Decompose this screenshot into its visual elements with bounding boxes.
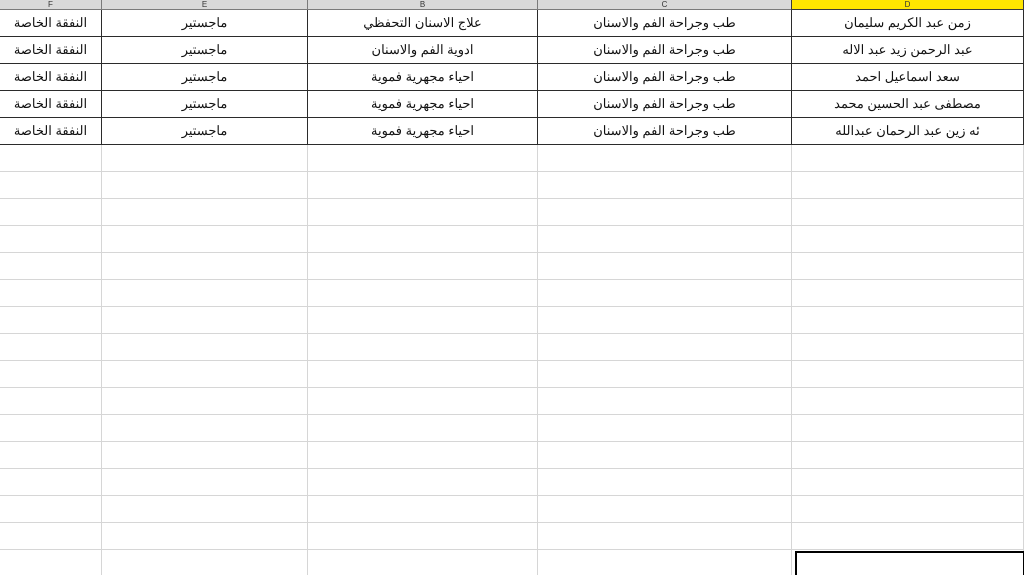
- empty-cell[interactable]: [308, 388, 538, 415]
- empty-cell[interactable]: [0, 361, 102, 388]
- empty-cell[interactable]: [538, 280, 792, 307]
- cell-degree[interactable]: ماجستير: [102, 37, 308, 64]
- empty-cell[interactable]: [792, 361, 1024, 388]
- empty-cell[interactable]: [102, 172, 308, 199]
- empty-row[interactable]: [0, 496, 1024, 523]
- empty-cell[interactable]: [102, 199, 308, 226]
- empty-row[interactable]: [0, 172, 1024, 199]
- empty-cell[interactable]: [538, 469, 792, 496]
- empty-cell[interactable]: [792, 172, 1024, 199]
- empty-cell[interactable]: [0, 307, 102, 334]
- empty-cell[interactable]: [0, 226, 102, 253]
- empty-row[interactable]: [0, 226, 1024, 253]
- column-header-c[interactable]: C: [538, 0, 792, 10]
- cell-specialty[interactable]: طب وجراحة الفم والاسنان: [538, 118, 792, 145]
- empty-cell[interactable]: [102, 442, 308, 469]
- column-header-d[interactable]: D: [792, 0, 1024, 10]
- table-row[interactable]: [0, 91, 1024, 118]
- empty-cell[interactable]: [0, 388, 102, 415]
- empty-cell[interactable]: [0, 523, 102, 550]
- empty-cell[interactable]: [792, 280, 1024, 307]
- empty-cell[interactable]: [792, 469, 1024, 496]
- empty-cell[interactable]: [792, 415, 1024, 442]
- table-row[interactable]: [0, 10, 1024, 37]
- empty-cell[interactable]: [102, 307, 308, 334]
- empty-cell[interactable]: [102, 280, 308, 307]
- empty-cell[interactable]: [538, 226, 792, 253]
- empty-cell[interactable]: [0, 469, 102, 496]
- empty-cell[interactable]: [308, 226, 538, 253]
- empty-cell[interactable]: [102, 361, 308, 388]
- table-row[interactable]: [0, 118, 1024, 145]
- cell-degree[interactable]: ماجستير: [102, 91, 308, 118]
- empty-cell[interactable]: [538, 523, 792, 550]
- empty-cell[interactable]: [102, 253, 308, 280]
- cell-specialty[interactable]: طب وجراحة الفم والاسنان: [538, 64, 792, 91]
- empty-row[interactable]: [0, 361, 1024, 388]
- column-header-f[interactable]: F: [0, 0, 102, 10]
- empty-cell[interactable]: [538, 361, 792, 388]
- empty-cell[interactable]: [538, 334, 792, 361]
- empty-cell[interactable]: [0, 172, 102, 199]
- empty-row[interactable]: [0, 199, 1024, 226]
- empty-cell[interactable]: [308, 415, 538, 442]
- empty-cell[interactable]: [308, 172, 538, 199]
- cell-sub-specialty[interactable]: احياء مجهرية فموية: [308, 118, 538, 145]
- empty-cell[interactable]: [792, 523, 1024, 550]
- cell-funding[interactable]: النفقة الخاصة: [0, 91, 102, 118]
- empty-cell[interactable]: [538, 415, 792, 442]
- cell-degree[interactable]: ماجستير: [102, 64, 308, 91]
- cell-sub-specialty[interactable]: ادوية الفم والاسنان: [308, 37, 538, 64]
- empty-row[interactable]: [0, 550, 1024, 575]
- cell-name[interactable]: عبد الرحمن زيد عبد الاله: [792, 37, 1024, 64]
- empty-row[interactable]: [0, 307, 1024, 334]
- empty-cell[interactable]: [792, 145, 1024, 172]
- cell-degree[interactable]: ماجستير: [102, 10, 308, 37]
- cell-sub-specialty[interactable]: احياء مجهرية فموية: [308, 64, 538, 91]
- empty-cell[interactable]: [308, 469, 538, 496]
- column-header-e[interactable]: E: [102, 0, 308, 10]
- empty-cell[interactable]: [538, 253, 792, 280]
- empty-cell[interactable]: [0, 145, 102, 172]
- cell-name[interactable]: زمن عبد الكريم سليمان: [792, 10, 1024, 37]
- empty-row[interactable]: [0, 334, 1024, 361]
- empty-cell[interactable]: [308, 523, 538, 550]
- empty-cell[interactable]: [308, 145, 538, 172]
- empty-cell[interactable]: [308, 442, 538, 469]
- empty-cell[interactable]: [792, 550, 1024, 575]
- empty-row[interactable]: [0, 388, 1024, 415]
- cell-specialty[interactable]: طب وجراحة الفم والاسنان: [538, 91, 792, 118]
- column-header-row[interactable]: [0, 0, 1024, 10]
- empty-cell[interactable]: [538, 550, 792, 575]
- empty-cell[interactable]: [792, 334, 1024, 361]
- empty-cell[interactable]: [0, 253, 102, 280]
- empty-cell[interactable]: [792, 199, 1024, 226]
- empty-row[interactable]: [0, 145, 1024, 172]
- empty-cell[interactable]: [0, 280, 102, 307]
- empty-cell[interactable]: [102, 334, 308, 361]
- empty-cell[interactable]: [0, 334, 102, 361]
- empty-row[interactable]: [0, 280, 1024, 307]
- cell-specialty[interactable]: طب وجراحة الفم والاسنان: [538, 37, 792, 64]
- empty-row[interactable]: [0, 469, 1024, 496]
- table-row[interactable]: [0, 64, 1024, 91]
- empty-cell[interactable]: [0, 415, 102, 442]
- empty-cell[interactable]: [792, 496, 1024, 523]
- empty-cell[interactable]: [102, 226, 308, 253]
- cell-funding[interactable]: النفقة الخاصة: [0, 10, 102, 37]
- empty-cell[interactable]: [0, 550, 102, 575]
- cell-name[interactable]: ئه زين عبد الرحمان عبدالله: [792, 118, 1024, 145]
- empty-cell[interactable]: [102, 523, 308, 550]
- table-row[interactable]: [0, 37, 1024, 64]
- cell-specialty[interactable]: طب وجراحة الفم والاسنان: [538, 10, 792, 37]
- empty-cell[interactable]: [102, 145, 308, 172]
- empty-cell[interactable]: [792, 253, 1024, 280]
- empty-cell[interactable]: [102, 496, 308, 523]
- empty-cell[interactable]: [308, 199, 538, 226]
- empty-cell[interactable]: [538, 442, 792, 469]
- empty-row[interactable]: [0, 415, 1024, 442]
- cell-name[interactable]: سعد اسماعيل احمد: [792, 64, 1024, 91]
- cell-sub-specialty[interactable]: علاج الاسنان التحفظي: [308, 10, 538, 37]
- empty-cell[interactable]: [102, 388, 308, 415]
- column-header-b[interactable]: B: [308, 0, 538, 10]
- empty-cell[interactable]: [308, 307, 538, 334]
- cell-sub-specialty[interactable]: احياء مجهرية فموية: [308, 91, 538, 118]
- empty-cell[interactable]: [538, 496, 792, 523]
- empty-cell[interactable]: [308, 280, 538, 307]
- cell-name[interactable]: مصطفى عبد الحسين محمد: [792, 91, 1024, 118]
- empty-cell[interactable]: [792, 307, 1024, 334]
- empty-row[interactable]: [0, 442, 1024, 469]
- empty-cell[interactable]: [308, 334, 538, 361]
- cell-funding[interactable]: النفقة الخاصة: [0, 37, 102, 64]
- empty-cell[interactable]: [0, 199, 102, 226]
- cell-funding[interactable]: النفقة الخاصة: [0, 118, 102, 145]
- empty-row[interactable]: [0, 253, 1024, 280]
- empty-cell[interactable]: [538, 145, 792, 172]
- empty-row[interactable]: [0, 523, 1024, 550]
- empty-cell[interactable]: [538, 199, 792, 226]
- cell-degree[interactable]: ماجستير: [102, 118, 308, 145]
- empty-cell[interactable]: [308, 496, 538, 523]
- empty-cell[interactable]: [0, 442, 102, 469]
- empty-cell[interactable]: [792, 388, 1024, 415]
- empty-cell[interactable]: [102, 469, 308, 496]
- empty-cell[interactable]: [538, 172, 792, 199]
- cell-funding[interactable]: النفقة الخاصة: [0, 64, 102, 91]
- empty-cell[interactable]: [0, 496, 102, 523]
- empty-cell[interactable]: [102, 415, 308, 442]
- empty-cell[interactable]: [308, 550, 538, 575]
- empty-cell[interactable]: [792, 442, 1024, 469]
- empty-cell[interactable]: [538, 388, 792, 415]
- empty-cell[interactable]: [102, 550, 308, 575]
- empty-cell[interactable]: [538, 307, 792, 334]
- empty-cell[interactable]: [308, 253, 538, 280]
- empty-cell[interactable]: [308, 361, 538, 388]
- empty-cell[interactable]: [792, 226, 1024, 253]
